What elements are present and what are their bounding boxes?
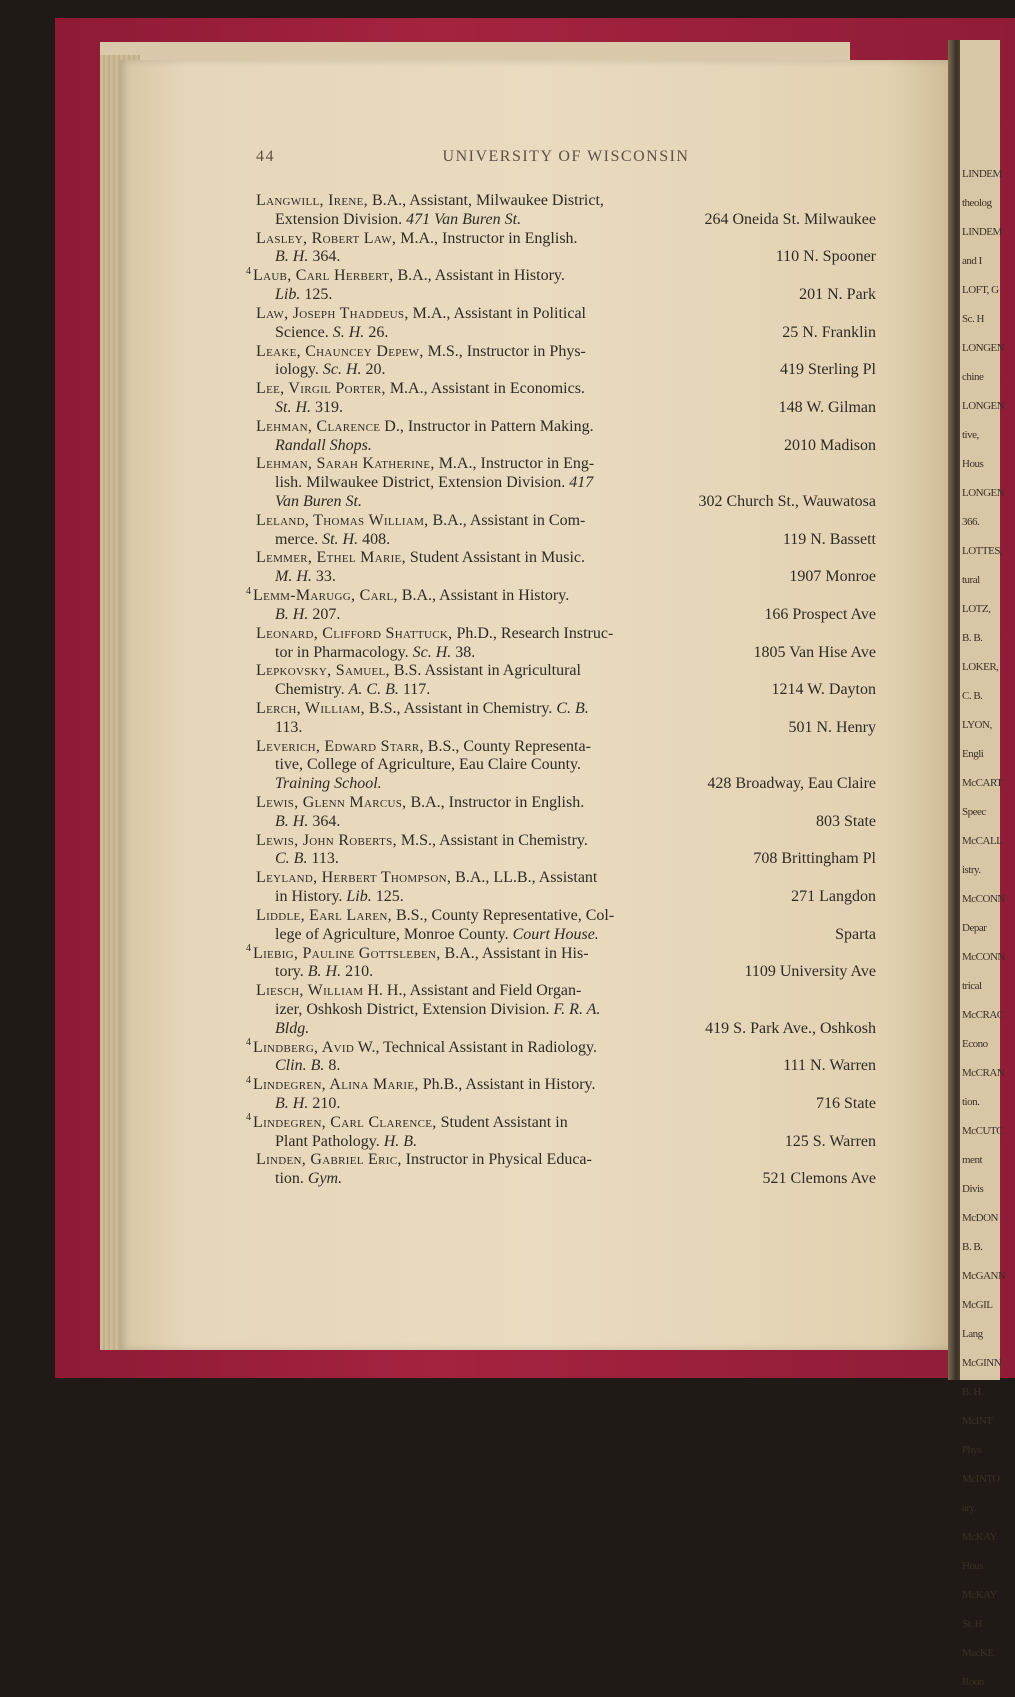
directory-entry	[256, 794, 876, 832]
entry-line	[246, 1037, 876, 1058]
entry-text: tion.	[275, 1170, 308, 1188]
entry-text: 113.	[307, 850, 339, 868]
home-address: 501 N. Henry	[788, 718, 876, 736]
directory-entry	[246, 1112, 876, 1152]
facing-page-fragment: Speec	[962, 806, 986, 818]
facing-page-fragment: ment	[962, 1154, 982, 1166]
entry-text: M.S., Assistant in Chemistry.	[396, 831, 588, 849]
entry-line	[256, 230, 876, 249]
location-italic: Court House.	[512, 925, 599, 943]
footnote-mark: 4	[246, 1112, 251, 1124]
person-name: Law, Joseph Thaddeus,	[256, 304, 409, 322]
entry-text: tive, College of Agriculture, Eau Claire County.	[275, 756, 581, 774]
entry-text: 38.	[451, 643, 476, 661]
facing-page-fragment: McCRAN	[962, 1067, 1005, 1079]
location-italic: 417	[569, 474, 594, 492]
entry-line	[256, 455, 876, 474]
home-address: 166 Prospect Ave	[764, 605, 876, 623]
entry-line	[256, 474, 876, 493]
facing-page-fragment: B. H.	[962, 1386, 984, 1398]
entry-line	[256, 512, 876, 531]
directory-entry	[256, 832, 876, 870]
facing-page-fragment: LOTZ,	[962, 603, 991, 615]
facing-page-fragment: McCART	[962, 777, 1003, 789]
person-name: Leland, Thomas William,	[256, 511, 429, 529]
facing-page-fragments	[962, 160, 1006, 1697]
entry-line	[256, 361, 876, 380]
entry-text: B.A., Assistant, Milwaukee District,	[367, 192, 604, 209]
facing-page-fragment: LOFT, G	[962, 284, 999, 296]
entry-text: D., Instructor in Pattern Making.	[380, 417, 594, 435]
entry-text: M.A., Assistant in Political	[408, 304, 586, 322]
facing-page-fragment: LYON,	[962, 719, 992, 731]
entry-text: 210.	[341, 963, 374, 981]
entry-text: B.A., Assistant in Com-	[428, 511, 586, 529]
entry-text: 125.	[371, 888, 404, 906]
entry-text: 113.	[275, 718, 303, 736]
entry-text: iology.	[275, 361, 323, 379]
person-name: Liddle, Earl Laren,	[256, 906, 392, 924]
location-italic: Randall Shops.	[275, 436, 372, 454]
location-italic: Bldg.	[275, 1019, 310, 1037]
entry-text: B.A., Assistant in History.	[393, 267, 565, 285]
person-name: Lasley, Robert Law,	[256, 229, 397, 247]
home-address: 111 N. Warren	[783, 1057, 876, 1075]
facing-page-fragment: tural	[962, 574, 980, 586]
directory-entry	[256, 549, 876, 587]
entry-text: izer, Oshkosh District, Extension Division.	[275, 1000, 554, 1018]
entry-text: Chemistry.	[275, 681, 349, 699]
location-italic: St. H.	[275, 398, 311, 416]
location-italic: Training School.	[275, 775, 382, 793]
entry-line	[246, 1074, 876, 1095]
facing-page-fragment: tive,	[962, 429, 979, 441]
entry-text: tor in Pharmacology.	[275, 643, 413, 661]
directory-entry	[256, 625, 876, 663]
entry-line	[256, 681, 876, 700]
person-name: Lepkovsky, Samuel,	[256, 662, 390, 680]
entry-line	[256, 606, 876, 625]
entry-text: lege of Agriculture, Monroe County.	[275, 925, 513, 943]
entry-text: B.A., Assistant in His-	[440, 944, 589, 962]
entry-line	[256, 832, 876, 851]
facing-page-fragment: McGIL	[962, 1299, 993, 1311]
facing-page-fragment: Hous	[962, 458, 984, 470]
facing-page-fragment: McKAY	[962, 1531, 997, 1543]
entry-text: Plant Pathology.	[275, 1132, 384, 1150]
entry-text: 117.	[398, 681, 431, 699]
entry-line	[256, 248, 876, 267]
home-address: 201 N. Park	[799, 286, 876, 304]
facing-page-fragment: St. H	[962, 1618, 983, 1630]
footnote-mark: 4	[246, 1074, 251, 1086]
person-name: Lehman, Sarah Katherine,	[256, 455, 435, 473]
entry-text: M.A., Assistant in Economics.	[385, 380, 585, 398]
person-name: Lindberg, Avid	[253, 1038, 355, 1056]
facing-page-fragment: Phys	[962, 1444, 982, 1456]
facing-page-fragment: tion.	[962, 1096, 980, 1108]
entry-line	[246, 585, 876, 606]
entry-line	[246, 1112, 876, 1133]
directory-entry	[256, 982, 876, 1038]
entry-text: H. H., Assistant and Field Organ-	[363, 982, 582, 1000]
entry-line	[256, 926, 876, 945]
entry-line	[256, 437, 876, 456]
entry-text: 408.	[358, 530, 391, 548]
location-italic: 471 Van Buren St.	[406, 210, 522, 228]
location-italic: M. H.	[275, 568, 312, 586]
directory-entry	[256, 343, 876, 381]
facing-page-fragment: McCONN	[962, 951, 1005, 963]
home-address: 264 Oneida St. Milwaukee	[704, 210, 876, 228]
facing-page-fragment: LINDEM	[962, 226, 1002, 238]
entry-line	[256, 662, 876, 681]
facing-page-fragment: McINTO	[962, 1473, 1000, 1485]
facing-page-fragment: theolog	[962, 197, 992, 209]
facing-page-fragment: C. B.	[962, 690, 983, 702]
person-name: Lemm-Marugg, Carl,	[253, 587, 398, 605]
home-address: 419 S. Park Ave., Oshkosh	[705, 1019, 876, 1037]
entry-text: Student Assistant in	[436, 1113, 568, 1131]
facing-page-fragment: and I	[962, 255, 982, 267]
home-address: 125 S. Warren	[784, 1132, 876, 1150]
entry-text: 207.	[308, 605, 341, 623]
facing-page-fragment: McCRAC	[962, 1009, 1004, 1021]
entry-line	[256, 568, 876, 587]
facing-page-fragment: Divis	[962, 1183, 984, 1195]
location-italic: C. B.	[275, 850, 308, 868]
entry-text: 319.	[311, 398, 343, 416]
home-address: 302 Church St., Wauwatosa	[698, 493, 876, 510]
person-name: Lewis, John Roberts,	[256, 831, 397, 849]
entry-line	[256, 625, 876, 644]
facing-page-fragment: McKAY	[962, 1589, 997, 1601]
entry-line	[256, 418, 876, 437]
footnote-mark: 4	[246, 1037, 251, 1049]
entry-text: W., Technical Assistant in Radiology.	[354, 1038, 597, 1056]
facing-page-fragment: McINT	[962, 1415, 993, 1427]
entry-line	[256, 211, 876, 230]
facing-page-fragment: McGANN	[962, 1270, 1006, 1282]
directory-entry	[256, 512, 876, 550]
entry-line	[256, 813, 876, 832]
facing-page	[960, 40, 1006, 1688]
entry-text: 8.	[324, 1057, 341, 1075]
entry-line	[256, 869, 876, 888]
location-italic: St. H.	[322, 530, 359, 548]
home-address: 1109 University Ave	[744, 963, 876, 981]
facing-page-fragment: MacKE	[962, 1647, 994, 1659]
home-address: Sparta	[835, 925, 876, 943]
entry-text: B.S., Assistant in Chemistry.	[364, 699, 557, 717]
facing-page-fragment: LOTTES,	[962, 545, 1003, 557]
location-italic: Gym.	[307, 1170, 343, 1188]
entry-text: Science.	[275, 323, 333, 341]
location-italic: Lib.	[346, 888, 372, 906]
entry-text: B.A., Instructor in English.	[406, 794, 585, 811]
running-title: UNIVERSITY OF WISCONSIN	[442, 148, 690, 165]
facing-page-fragment: LONGEN	[962, 487, 1005, 499]
entry-text: B.S., County Representative, Col-	[391, 906, 615, 924]
person-name: Liebig, Pauline Gottsleben,	[253, 944, 441, 962]
directory-entry	[246, 1037, 876, 1077]
location-italic: H. B.	[383, 1132, 418, 1150]
entry-line	[256, 719, 876, 738]
directory-entry	[256, 380, 876, 418]
location-italic: B. H.	[275, 605, 309, 623]
facing-page-fragment: McDON	[962, 1212, 998, 1224]
entry-text: Ph.B., Assistant in History.	[418, 1076, 596, 1094]
entry-text: 20.	[361, 361, 386, 379]
home-address: 148 W. Gilman	[778, 398, 876, 416]
entry-line	[246, 265, 876, 286]
location-italic: B. H.	[275, 812, 309, 830]
person-name: Liesch, William	[256, 982, 364, 1000]
home-address: 1214 W. Dayton	[771, 681, 876, 699]
person-name: Langwill, Irene,	[256, 192, 368, 209]
footnote-mark: 4	[246, 943, 251, 955]
facing-page-fragment: ary.	[962, 1502, 977, 1514]
entry-text: 364.	[308, 248, 341, 266]
facing-page-fragment: B. B.	[962, 1241, 983, 1253]
entry-line	[256, 192, 876, 211]
entry-text: 210.	[308, 1095, 341, 1112]
directory-entry	[256, 192, 876, 230]
home-address: 1805 Van Hise Ave	[753, 643, 876, 661]
entry-line	[256, 1001, 876, 1020]
home-address: 25 N. Franklin	[782, 323, 876, 341]
location-italic: Sc. H.	[322, 361, 362, 379]
home-address: 2010 Madison	[784, 436, 876, 454]
entry-line	[256, 1057, 876, 1076]
location-italic: C. B.	[556, 699, 589, 717]
facing-page-fragment: 366.	[962, 516, 980, 528]
page-header	[256, 148, 876, 172]
home-address: 271 Langdon	[791, 888, 876, 906]
entry-line	[256, 549, 876, 568]
facing-page-fragment: Roon	[962, 1676, 984, 1688]
entry-text: Student Assistant in Music.	[405, 549, 585, 567]
home-address: 1907 Monroe	[789, 568, 876, 586]
entry-text: 26.	[364, 323, 389, 341]
entry-text: B.S. Assistant in Agricultural	[389, 662, 581, 680]
entry-line	[256, 738, 876, 757]
person-name: Leonard, Clifford Shattuck,	[256, 624, 453, 642]
directory-entry	[246, 265, 876, 305]
location-italic: B. H.	[275, 1095, 309, 1112]
entry-line	[256, 324, 876, 343]
entry-text: M.S., Instructor in Phys-	[423, 342, 586, 360]
home-address: 110 N. Spooner	[775, 248, 876, 266]
entry-line	[256, 286, 876, 305]
person-name: Lee, Virgil Porter,	[256, 380, 386, 398]
home-address: 119 N. Bassett	[782, 530, 876, 548]
entry-line	[256, 644, 876, 663]
entry-line	[256, 907, 876, 926]
page-number: 44	[256, 148, 275, 165]
entry-text: Extension Division.	[275, 210, 407, 228]
facing-page-fragment: LONGEN	[962, 400, 1005, 412]
entry-text: tory.	[275, 963, 308, 981]
person-name: Lemmer, Ethel Marie,	[256, 549, 406, 567]
facing-page-fragment: Engli	[962, 748, 984, 760]
entry-line	[256, 775, 876, 794]
directory-entry	[256, 738, 876, 794]
entry-line	[256, 493, 876, 512]
location-italic: Sc. H.	[412, 643, 452, 661]
location-italic: Van Buren St.	[275, 493, 362, 510]
footnote-mark: 4	[246, 265, 251, 277]
entry-text: B.A., LL.B., Assistant	[451, 869, 598, 887]
entry-text: lish. Milwaukee District, Extension Division.	[275, 474, 570, 492]
facing-page-fragment: LOKER,	[962, 661, 999, 673]
entry-text: M.A., Instructor in Eng-	[434, 455, 595, 473]
directory-entry	[246, 1074, 876, 1114]
entry-line	[256, 888, 876, 907]
directory-entry	[256, 305, 876, 343]
entry-line	[256, 343, 876, 362]
facing-page-fragment: B. B.	[962, 632, 983, 644]
entry-text: Instructor in Physical Educa-	[401, 1151, 592, 1169]
location-italic: A. C. B.	[348, 681, 399, 699]
person-name: Lehman, Clarence	[256, 417, 381, 435]
directory-entry	[256, 869, 876, 907]
facing-page-fragment: istry.	[962, 864, 981, 876]
entry-line	[256, 1151, 876, 1170]
directory-entry	[256, 662, 876, 700]
entry-text: B.S., County Representa-	[423, 737, 591, 755]
entry-line	[256, 531, 876, 550]
entry-text: 33.	[311, 568, 336, 586]
entry-line	[256, 380, 876, 399]
directory-entry	[256, 418, 876, 456]
entry-line	[256, 305, 876, 324]
location-italic: S. H.	[332, 323, 365, 341]
entry-line	[256, 850, 876, 869]
home-address: 708 Brittingham Pl	[753, 850, 876, 868]
directory-entry	[246, 943, 876, 983]
entry-line	[256, 700, 876, 719]
directory-entry	[256, 907, 876, 945]
entry-text: 364.	[308, 812, 341, 830]
facing-page-fragment: McCONN	[962, 893, 1005, 905]
facing-page-fragment: Sc. H	[962, 313, 984, 325]
location-italic: F. R. A.	[553, 1000, 601, 1018]
home-address: 419 Sterling Pl	[779, 361, 876, 379]
directory-entry	[256, 700, 876, 738]
entry-line	[256, 982, 876, 1001]
entry-text: Ph.D., Research Instruc-	[452, 624, 614, 642]
person-name: Leverich, Edward Starr,	[256, 737, 424, 755]
home-address: 716 State	[816, 1095, 876, 1112]
person-name: Lindegren, Alina Marie,	[253, 1076, 419, 1094]
footnote-mark: 4	[246, 585, 251, 597]
facing-page-fragment: McGINN	[962, 1357, 1002, 1369]
facing-page-fragment: Econo	[962, 1038, 988, 1050]
location-italic: B. H.	[275, 248, 309, 266]
entry-line	[256, 1170, 876, 1189]
entry-text: B.A., Assistant in History.	[397, 587, 570, 605]
entry-line	[256, 1020, 876, 1039]
entry-line	[256, 1095, 876, 1114]
home-address: 428 Broadway, Eau Claire	[707, 775, 876, 793]
home-address: 803 State	[816, 812, 876, 830]
directory-entry	[246, 585, 876, 625]
facing-page-fragment: LINDEM	[962, 168, 1002, 180]
location-italic: B. H.	[307, 963, 342, 981]
person-name: Leyland, Herbert Thompson,	[256, 869, 452, 887]
entry-text: merce.	[275, 530, 323, 548]
directory-entry	[256, 1151, 876, 1189]
facing-page-fragment: McCUTC	[962, 1125, 1003, 1137]
entry-text: in History.	[275, 888, 347, 906]
directory-entry	[256, 455, 876, 511]
directory-entry	[256, 230, 876, 268]
facing-page-fragment: LONGEN	[962, 342, 1005, 354]
entry-text: 125.	[300, 286, 333, 304]
facing-page-fragment: Lang	[962, 1328, 983, 1340]
home-address: 521 Clemons Ave	[762, 1170, 876, 1188]
person-name: Lerch, William,	[256, 699, 365, 717]
facing-page-fragment: chine	[962, 371, 984, 383]
facing-page-fragment: Hous	[962, 1560, 984, 1572]
facing-page-fragment: Depar	[962, 922, 987, 934]
directory-entries	[246, 192, 876, 1189]
person-name: Lewis, Glenn Marcus,	[256, 794, 407, 811]
entry-line	[256, 756, 876, 775]
entry-line	[256, 399, 876, 418]
person-name: Linden, Gabriel Eric,	[256, 1151, 402, 1169]
person-name: Lindegren, Carl Clarence,	[253, 1113, 437, 1131]
location-italic: Lib.	[275, 286, 301, 304]
entry-line	[256, 794, 876, 813]
entry-text: M.A., Instructor in English.	[396, 229, 578, 247]
entry-line	[256, 1133, 876, 1152]
facing-page-fragment: McCALL	[962, 835, 1003, 847]
location-italic: Clin. B.	[275, 1057, 325, 1075]
entry-line	[246, 943, 876, 964]
facing-page-fragment: trical	[962, 980, 982, 992]
person-name: Leake, Chauncey Depew,	[256, 342, 424, 360]
person-name: Laub, Carl Herbert,	[253, 267, 394, 285]
entry-line	[256, 963, 876, 982]
